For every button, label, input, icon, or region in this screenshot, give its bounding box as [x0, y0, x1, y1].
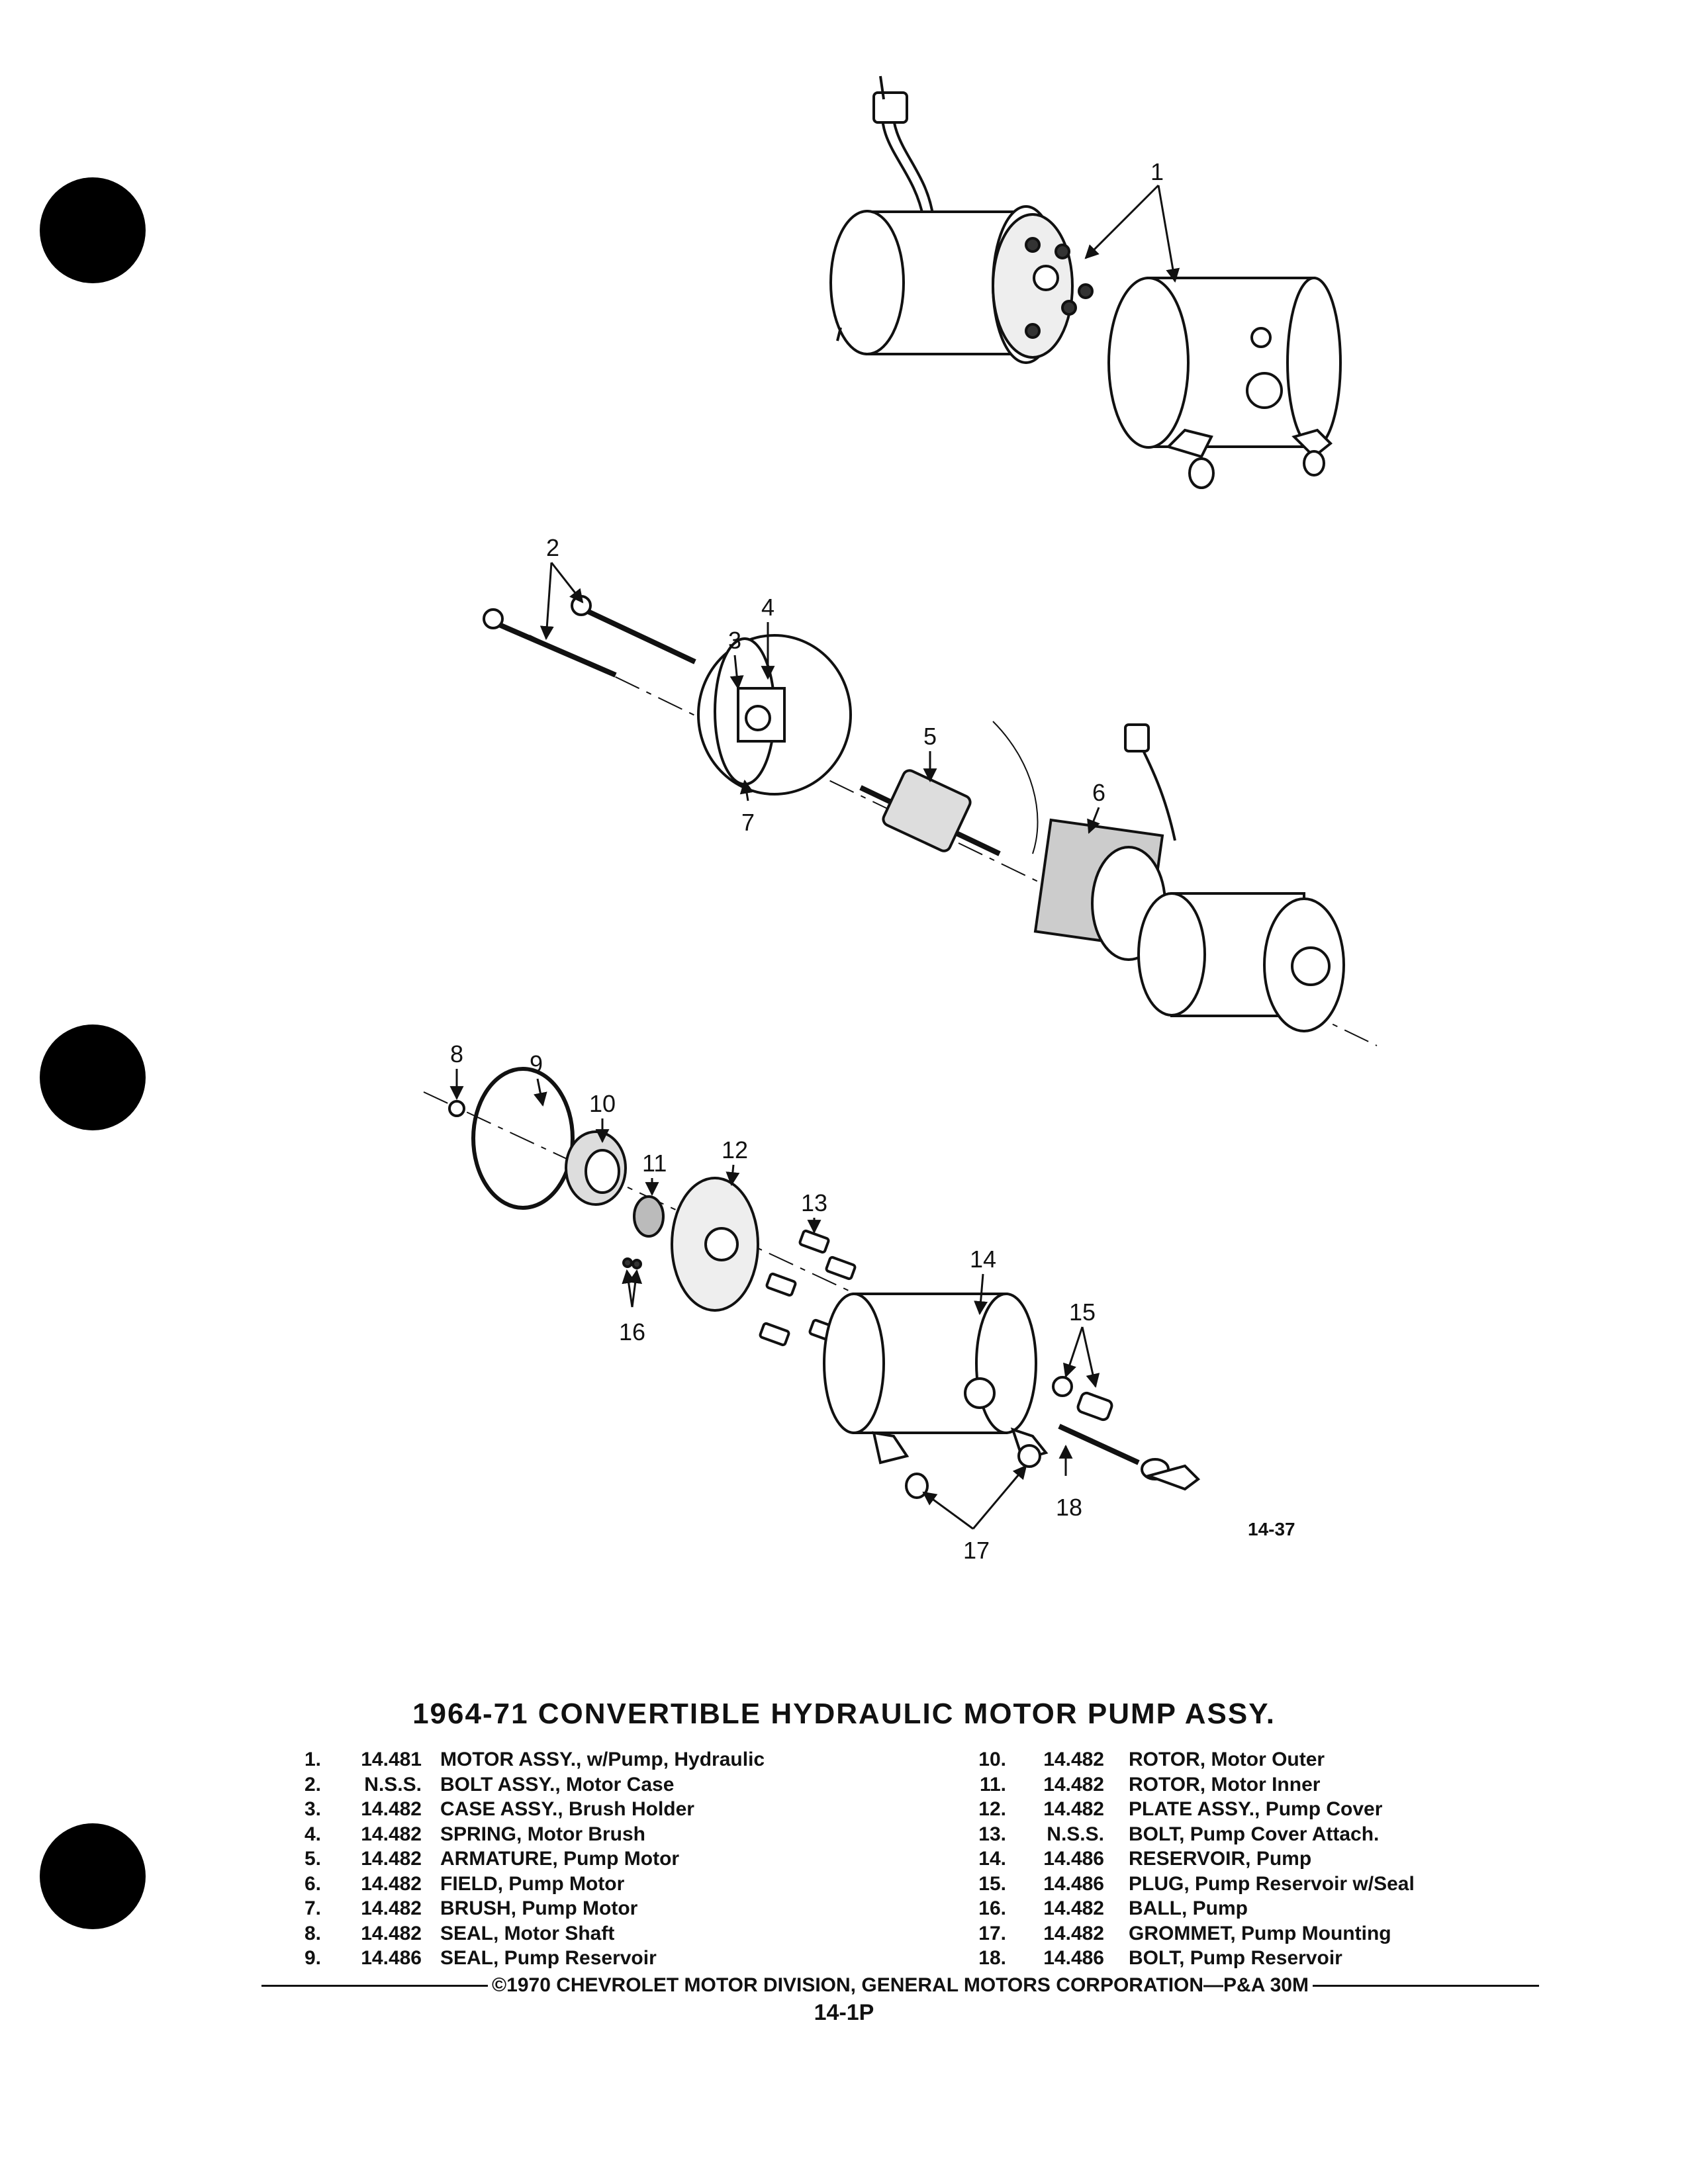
part-description: ROTOR, Motor Outer — [1129, 1749, 1325, 1770]
part-description: PLUG, Pump Reservoir w/Seal — [1129, 1872, 1415, 1895]
callout-11: 11 — [642, 1150, 667, 1177]
page-title: 1964-71 CONVERTIBLE HYDRAULIC MOTOR PUMP ASSY. — [412, 1698, 1276, 1730]
callout-5: 5 — [923, 723, 937, 750]
part-index: 16. — [978, 1897, 1006, 1919]
callout-3: 3 — [728, 627, 742, 654]
part-description: GROMMET, Pump Mounting — [1129, 1922, 1391, 1944]
callout-17: 17 — [963, 1537, 990, 1564]
part-description: FIELD, Pump Motor — [440, 1872, 625, 1895]
part-description: BRUSH, Pump Motor — [440, 1897, 638, 1919]
part-index: 12. — [978, 1798, 1006, 1820]
part-description: BOLT, Pump Reservoir — [1129, 1947, 1342, 1969]
part-number: 14.486 — [361, 1947, 422, 1969]
part-description: SEAL, Motor Shaft — [440, 1922, 615, 1944]
callout-1: 1 — [1150, 158, 1164, 185]
pump-exploded-illustration — [424, 1069, 1198, 1498]
callout-10: 10 — [589, 1090, 616, 1117]
part-index: 5. — [304, 1848, 321, 1870]
part-number: N.S.S. — [1047, 1823, 1104, 1845]
page-number: 14-1P — [814, 2000, 874, 2025]
part-description: MOTOR ASSY., w/Pump, Hydraulic — [440, 1749, 765, 1770]
callout-15: 15 — [1069, 1298, 1096, 1326]
part-number: 14.482 — [361, 1798, 422, 1820]
part-number: 14.482 — [1043, 1897, 1104, 1919]
callout-8: 8 — [450, 1040, 464, 1068]
part-description: RESERVOIR, Pump — [1129, 1848, 1312, 1870]
part-number: 14.486 — [1043, 1872, 1104, 1895]
part-index: 15. — [978, 1872, 1006, 1895]
part-index: 6. — [304, 1872, 321, 1895]
motor-pump-assembly-illustration — [831, 76, 1340, 488]
part-index: 8. — [304, 1922, 321, 1944]
callout-14: 14 — [970, 1246, 997, 1273]
part-number: 14.482 — [361, 1872, 422, 1895]
callout-6: 6 — [1092, 779, 1106, 806]
callout-12: 12 — [722, 1136, 749, 1163]
part-index: 13. — [978, 1823, 1006, 1845]
part-description: PLATE ASSY., Pump Cover — [1129, 1798, 1383, 1820]
part-description: ROTOR, Motor Inner — [1129, 1773, 1321, 1796]
part-description: BOLT ASSY., Motor Case — [440, 1773, 675, 1796]
part-number: 14.482 — [361, 1823, 422, 1845]
part-description: ARMATURE, Pump Motor — [440, 1848, 680, 1870]
callout-18: 18 — [1056, 1494, 1083, 1521]
part-index: 7. — [304, 1897, 321, 1919]
part-index: 1. — [304, 1749, 321, 1770]
part-number: 14.486 — [1043, 1947, 1104, 1969]
part-number: 14.481 — [361, 1749, 422, 1770]
callout-2: 2 — [546, 534, 560, 561]
part-number: 14.486 — [1043, 1848, 1104, 1870]
part-index: 10. — [978, 1749, 1006, 1770]
part-number: 14.482 — [1043, 1798, 1104, 1820]
part-index: 11. — [979, 1773, 1006, 1796]
callout-7: 7 — [741, 809, 755, 836]
part-number: 14.482 — [1043, 1922, 1104, 1944]
callout-4: 4 — [761, 594, 775, 621]
footer-rule-left — [261, 1985, 488, 1987]
figure-id: 14-37 — [1248, 1519, 1295, 1539]
part-index: 14. — [978, 1848, 1006, 1870]
motor-exploded-illustration — [484, 596, 1377, 1046]
part-number: N.S.S. — [364, 1773, 422, 1796]
part-description: SEAL, Pump Reservoir — [440, 1947, 657, 1969]
copyright-text: ©1970 CHEVROLET MOTOR DIVISION, GENERAL MOTORS CORPORATION—P&A 30M — [492, 1974, 1309, 1996]
binder-punch-hole — [40, 1823, 146, 1929]
part-index: 2. — [304, 1773, 321, 1796]
part-index: 17. — [978, 1922, 1006, 1944]
part-index: 18. — [978, 1947, 1006, 1969]
part-description: CASE ASSY., Brush Holder — [440, 1798, 694, 1820]
part-description: SPRING, Motor Brush — [440, 1823, 646, 1845]
part-index: 4. — [304, 1823, 321, 1845]
part-description: BOLT, Pump Cover Attach. — [1129, 1823, 1380, 1845]
part-index: 9. — [304, 1947, 321, 1969]
part-number: 14.482 — [1043, 1749, 1104, 1770]
callout-9: 9 — [530, 1050, 543, 1077]
part-index: 3. — [304, 1798, 321, 1820]
part-number: 14.482 — [1043, 1773, 1104, 1796]
part-number: 14.482 — [361, 1848, 422, 1870]
part-number: 14.482 — [361, 1897, 422, 1919]
footer-rule-right — [1313, 1985, 1539, 1987]
footer-copyright-line — [261, 1972, 1539, 1999]
callout-16: 16 — [619, 1318, 646, 1345]
callout-13: 13 — [801, 1189, 828, 1216]
part-number: 14.482 — [361, 1922, 422, 1944]
part-description: BALL, Pump — [1129, 1897, 1248, 1919]
